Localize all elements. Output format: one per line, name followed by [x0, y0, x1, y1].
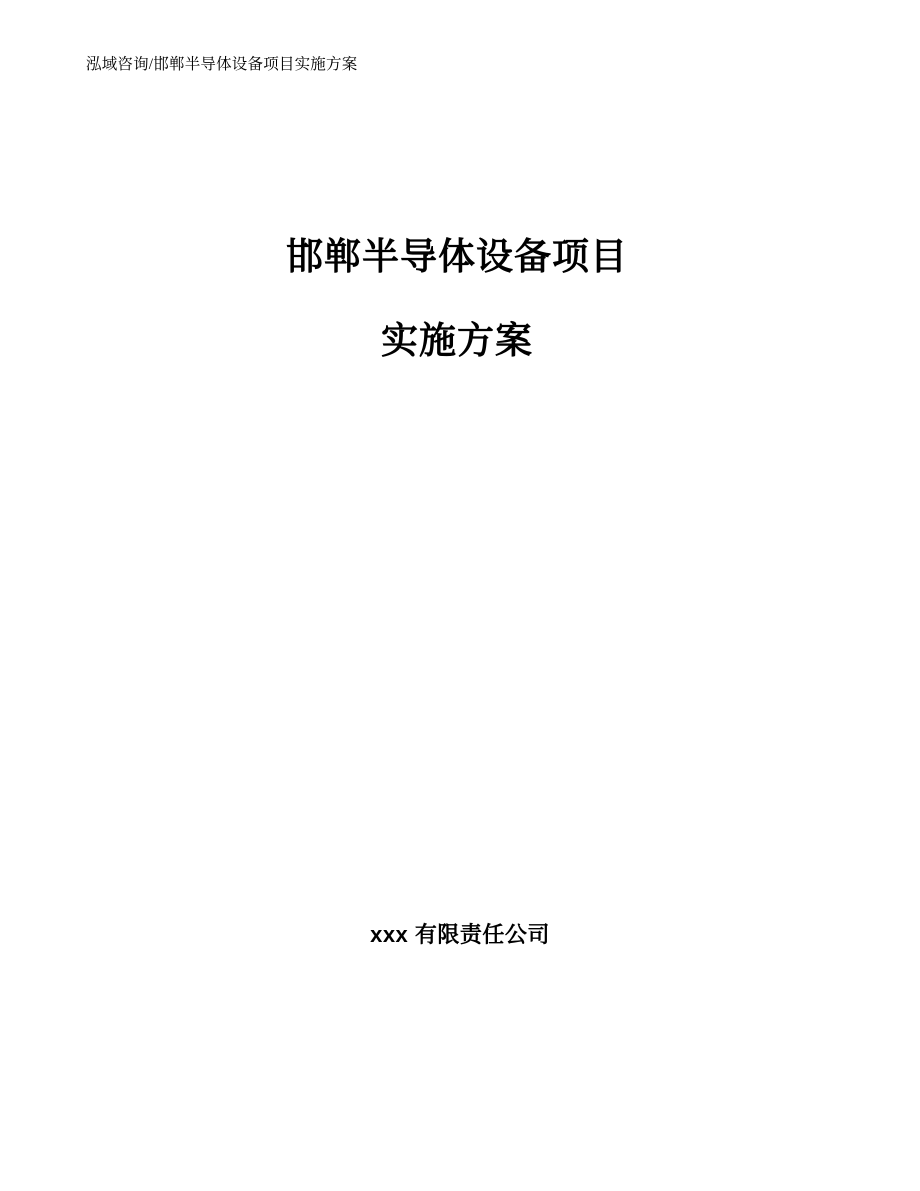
company-name: xxx 有限责任公司: [370, 922, 550, 947]
document-title-line-2: 实施方案: [381, 320, 533, 361]
document-title-line-1: 邯郸半导体设备项目: [286, 236, 628, 277]
title-block: [0, 215, 920, 383]
page-header: 泓域咨询/邯郸半导体设备项目实施方案: [86, 56, 358, 73]
